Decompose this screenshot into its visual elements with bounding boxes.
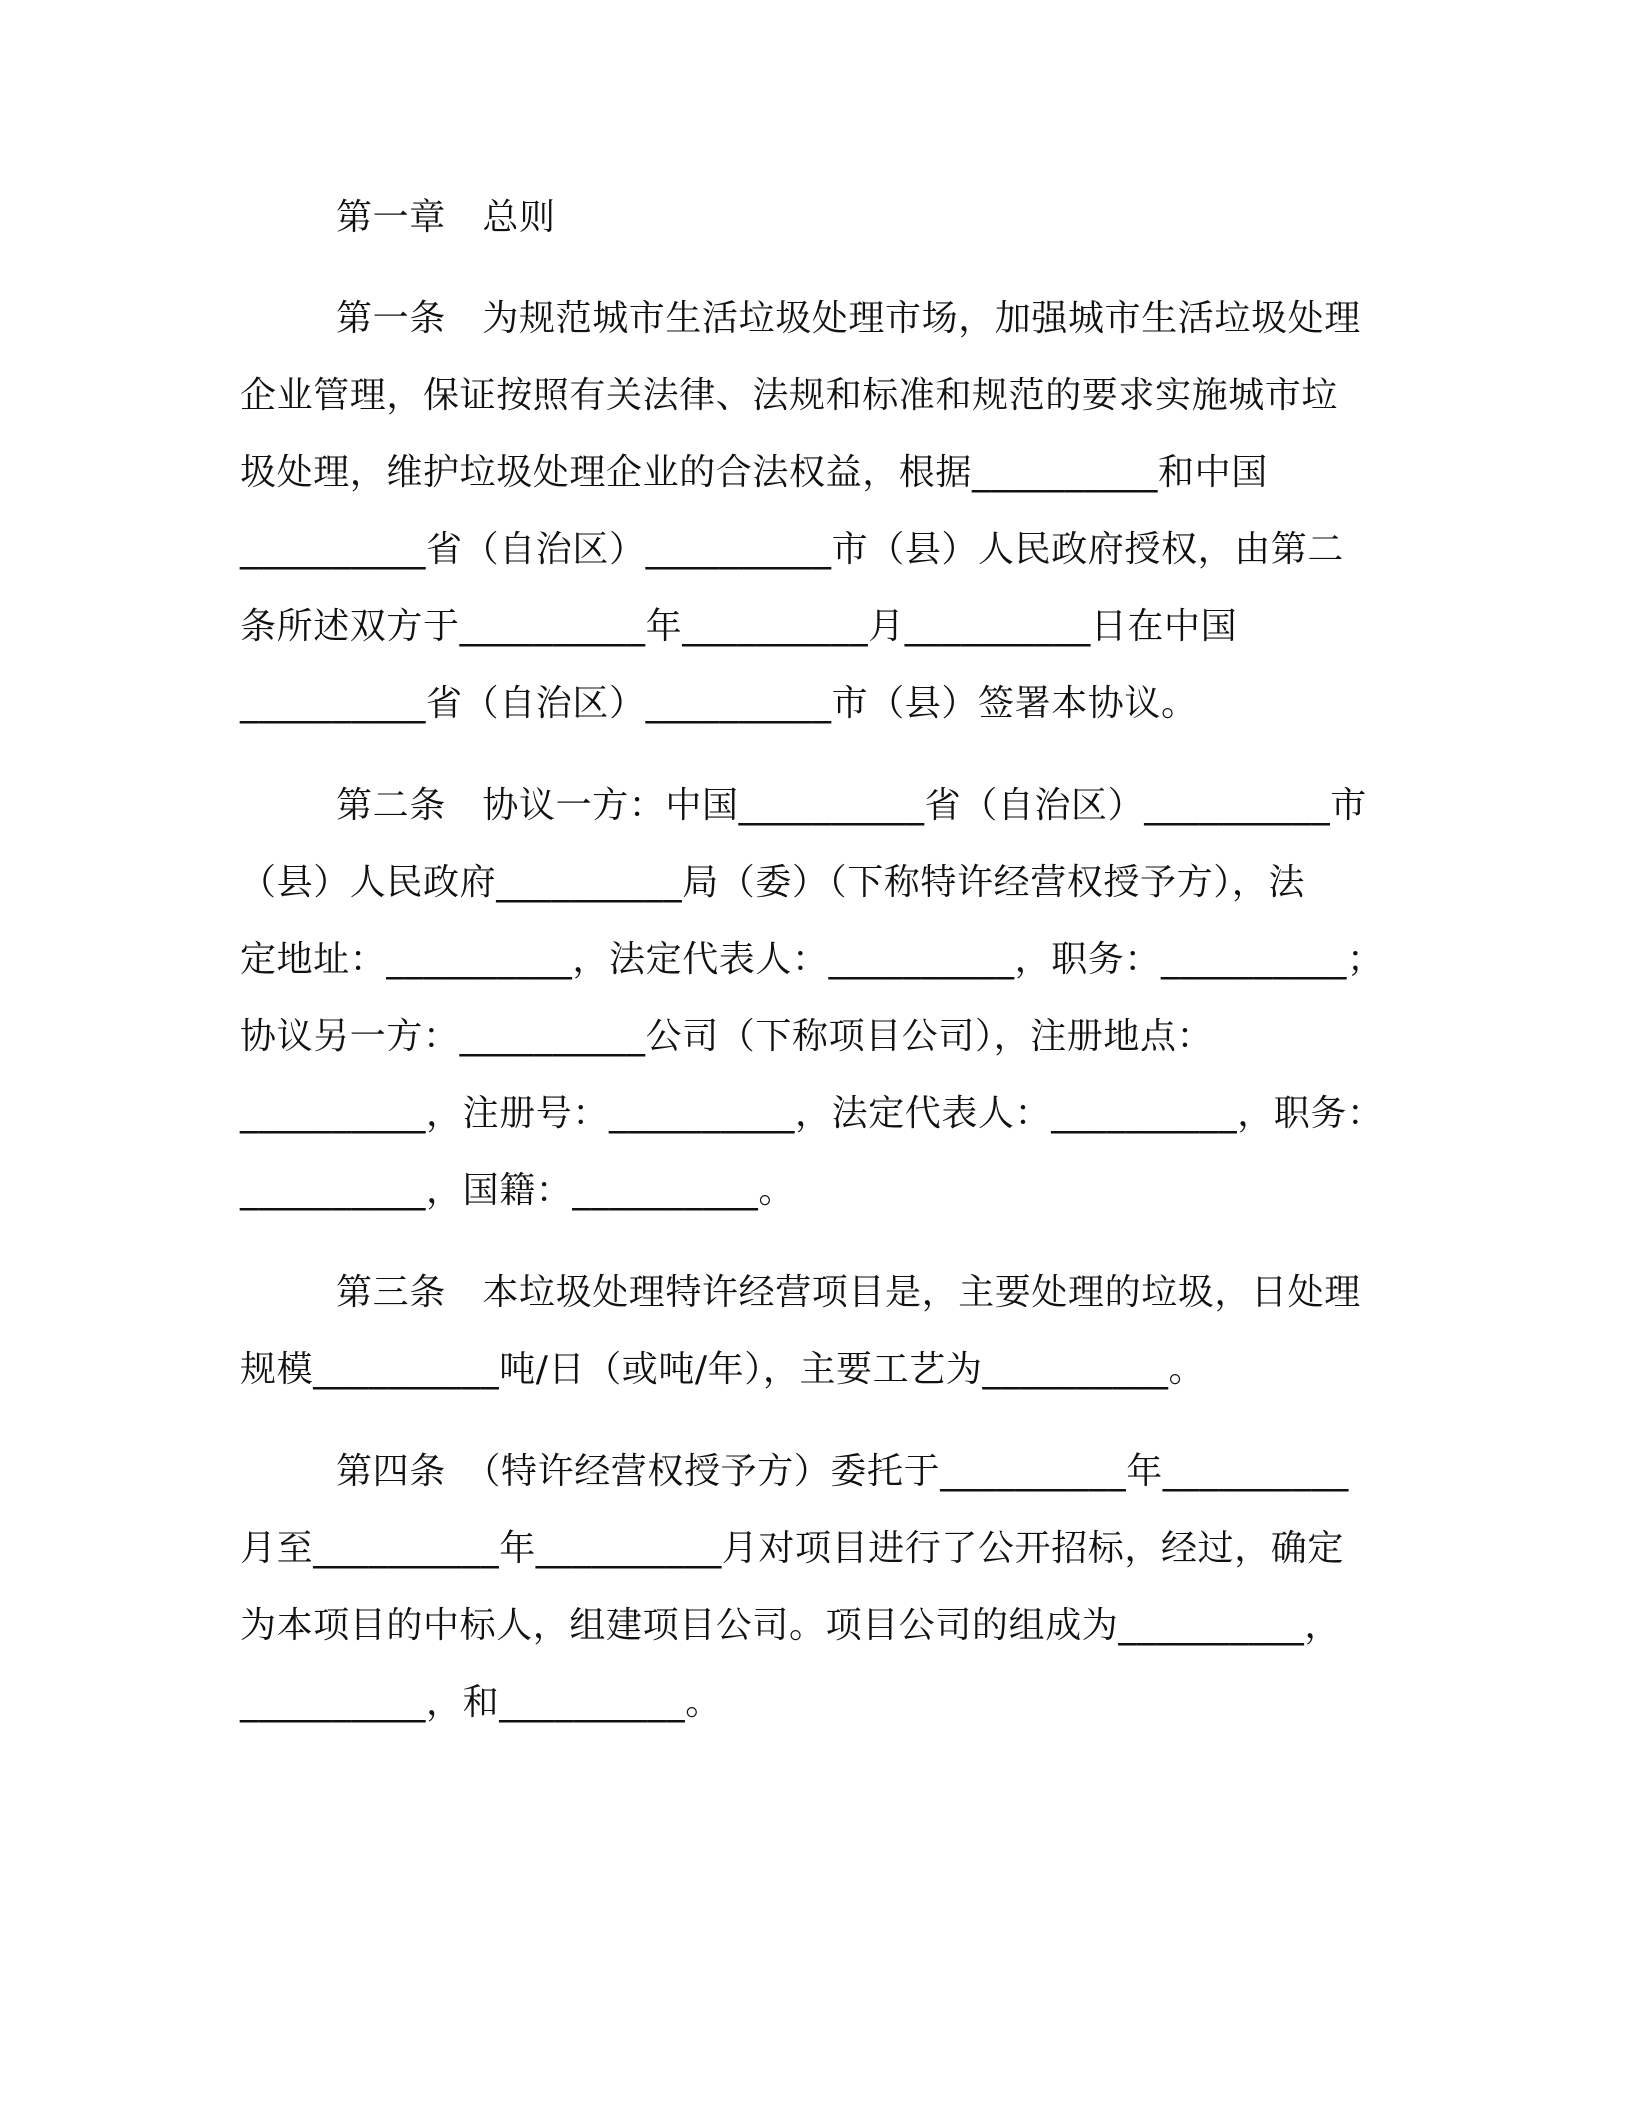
article-3-line-1: 第三条 本垃圾处理特许经营项目是，主要处理的垃圾，日处理	[336, 1272, 1361, 1313]
article-3-line-2: 规模__________吨/日（或吨/年），主要工艺为__________。	[240, 1349, 1206, 1390]
article-2-line-1: 第二条 协议一方：中国__________省（自治区）__________市	[336, 785, 1367, 826]
article-2-line-5: __________，注册号：__________，法定代表人：__________，职务：	[240, 1093, 1384, 1134]
article-2-line-6: __________，国籍：__________。	[240, 1170, 795, 1211]
article-1-line-3: 圾处理，维护垃圾处理企业的合法权益，根据__________和中国	[240, 452, 1268, 493]
article-1-line-2: 企业管理，保证按照有关法律、法规和标准和规范的要求实施城市垃	[240, 375, 1339, 416]
article-1-line-5: 条所述双方于__________年__________月__________日在中国	[240, 606, 1238, 647]
article-1-line-6: __________省（自治区）__________市（县）签署本协议。	[240, 683, 1198, 724]
article-4-line-4: __________，和__________。	[240, 1682, 722, 1723]
article-4-line-3: 为本项目的中标人，组建项目公司。项目公司的组成为__________，	[240, 1605, 1341, 1646]
article-1-line-4: __________省（自治区）__________市（县）人民政府授权，由第二	[240, 529, 1344, 570]
article-2-line-3: 定地址：__________，法定代表人：__________，职务：__________；	[240, 939, 1384, 980]
article-4-line-2: 月至__________年__________月对项目进行了公开招标，经过，确定	[240, 1528, 1344, 1569]
article-2-line-4: 协议另一方：__________公司（下称项目公司），注册地点：	[240, 1016, 1214, 1057]
article-1-line-1: 第一条 为规范城市生活垃圾处理市场，加强城市生活垃圾处理	[336, 298, 1361, 339]
chapter-heading: 第一章 总则	[336, 197, 556, 238]
article-2-line-2: （县）人民政府__________局（委）（下称特许经营权授予方），法	[240, 862, 1305, 903]
article-4-line-1: 第四条 （特许经营权授予方）委托于__________年__________	[336, 1451, 1349, 1492]
